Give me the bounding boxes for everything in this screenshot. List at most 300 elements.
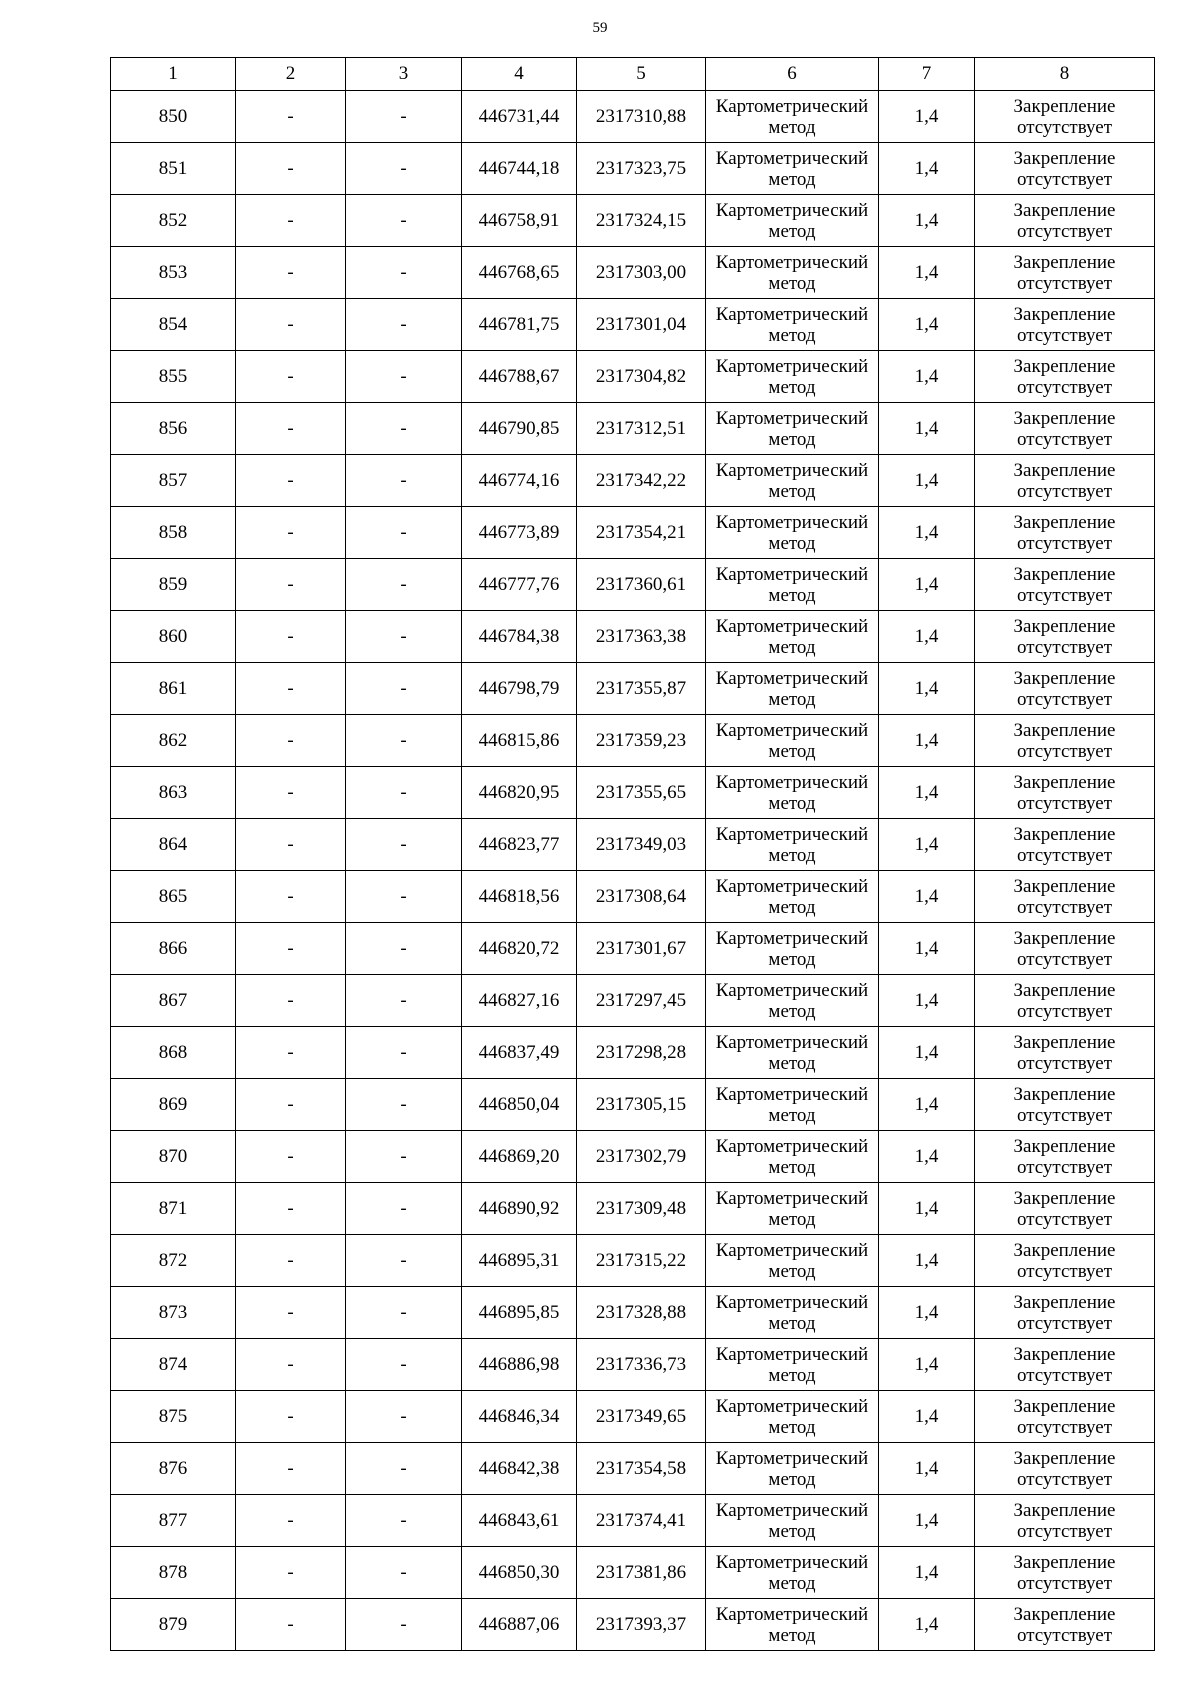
point-number-cell: 873 [111, 1287, 236, 1339]
method-line-1: Картометрический [715, 147, 869, 169]
y-coordinate-cell: 2317354,58 [577, 1443, 706, 1495]
method-line-1: Картометрический [715, 1291, 869, 1313]
method-line-2: метод [768, 1104, 816, 1126]
table-row [111, 559, 1155, 611]
fixation-cell [975, 559, 1155, 611]
table-row [111, 1443, 1155, 1495]
accuracy-cell: 1,4 [879, 1495, 975, 1547]
y-coordinate-cell: 2317303,00 [577, 247, 706, 299]
point-number-cell: 875 [111, 1391, 236, 1443]
column-2-cell: - [236, 923, 346, 975]
method-line-2: метод [768, 1208, 816, 1230]
accuracy-cell: 1,4 [879, 1339, 975, 1391]
column-3-cell: - [346, 507, 462, 559]
fixation-line-2: отсутствует [1016, 688, 1113, 710]
x-coordinate-cell: 446768,65 [462, 247, 577, 299]
method-line-1: Картометрический [715, 407, 869, 429]
point-number-cell: 863 [111, 767, 236, 819]
fixation-line-1: Закрепление [1013, 303, 1116, 325]
fixation-line-2: отсутствует [1016, 948, 1113, 970]
y-coordinate-cell: 2317312,51 [577, 403, 706, 455]
fixation-line-1: Закрепление [1013, 615, 1116, 637]
page-number: 59 [592, 20, 608, 36]
point-number-cell: 858 [111, 507, 236, 559]
method-cell [706, 1131, 879, 1183]
method-cell [706, 1287, 879, 1339]
method-cell [706, 1547, 879, 1599]
method-line-1: Картометрический [715, 1551, 869, 1573]
point-number-cell: 864 [111, 819, 236, 871]
column-2-cell: - [236, 1391, 346, 1443]
fixation-cell [975, 663, 1155, 715]
y-coordinate-cell: 2317315,22 [577, 1235, 706, 1287]
accuracy-cell: 1,4 [879, 1027, 975, 1079]
x-coordinate-cell: 446886,98 [462, 1339, 577, 1391]
column-2-cell: - [236, 767, 346, 819]
fixation-line-1: Закрепление [1013, 1135, 1116, 1157]
column-3-cell: - [346, 1339, 462, 1391]
x-coordinate-cell: 446777,76 [462, 559, 577, 611]
column-2-cell: - [236, 871, 346, 923]
method-cell [706, 1443, 879, 1495]
table-row [111, 1339, 1155, 1391]
fixation-line-2: отсутствует [1016, 428, 1113, 450]
table-row [111, 247, 1155, 299]
x-coordinate-cell: 446827,16 [462, 975, 577, 1027]
method-line-2: метод [768, 1468, 816, 1490]
method-line-1: Картометрический [715, 199, 869, 221]
accuracy-cell: 1,4 [879, 819, 975, 871]
column-3-cell: - [346, 247, 462, 299]
method-cell [706, 507, 879, 559]
x-coordinate-cell: 446850,30 [462, 1547, 577, 1599]
fixation-line-1: Закрепление [1013, 979, 1116, 1001]
y-coordinate-cell: 2317301,04 [577, 299, 706, 351]
fixation-cell [975, 611, 1155, 663]
column-2-cell: - [236, 1287, 346, 1339]
fixation-line-1: Закрепление [1013, 1031, 1116, 1053]
fixation-line-2: отсутствует [1016, 792, 1113, 814]
x-coordinate-cell: 446731,44 [462, 91, 577, 143]
x-coordinate-cell: 446774,16 [462, 455, 577, 507]
fixation-cell [975, 923, 1155, 975]
method-line-2: метод [768, 428, 816, 450]
table-row [111, 455, 1155, 507]
x-coordinate-cell: 446846,34 [462, 1391, 577, 1443]
column-2-cell: - [236, 559, 346, 611]
point-number-cell: 861 [111, 663, 236, 715]
method-line-1: Картометрический [715, 511, 869, 533]
method-line-2: метод [768, 532, 816, 554]
method-cell [706, 871, 879, 923]
y-coordinate-cell: 2317355,65 [577, 767, 706, 819]
column-3-cell: - [346, 143, 462, 195]
y-coordinate-cell: 2317355,87 [577, 663, 706, 715]
y-coordinate-cell: 2317359,23 [577, 715, 706, 767]
x-coordinate-cell: 446798,79 [462, 663, 577, 715]
fixation-line-1: Закрепление [1013, 1499, 1116, 1521]
fixation-cell [975, 975, 1155, 1027]
method-line-1: Картометрический [715, 1083, 869, 1105]
y-coordinate-cell: 2317381,86 [577, 1547, 706, 1599]
column-3-cell: - [346, 767, 462, 819]
x-coordinate-cell: 446744,18 [462, 143, 577, 195]
column-3-cell: - [346, 299, 462, 351]
column-3-cell: - [346, 611, 462, 663]
method-line-2: метод [768, 324, 816, 346]
method-line-2: метод [768, 1416, 816, 1438]
method-line-1: Картометрический [715, 1343, 869, 1365]
y-coordinate-cell: 2317342,22 [577, 455, 706, 507]
fixation-line-1: Закрепление [1013, 355, 1116, 377]
x-coordinate-cell: 446818,56 [462, 871, 577, 923]
point-number-cell: 856 [111, 403, 236, 455]
column-2-cell: - [236, 143, 346, 195]
point-number-cell: 857 [111, 455, 236, 507]
point-number-cell: 852 [111, 195, 236, 247]
column-3-cell: - [346, 1495, 462, 1547]
y-coordinate-cell: 2317360,61 [577, 559, 706, 611]
table-row [111, 1131, 1155, 1183]
point-number-cell: 867 [111, 975, 236, 1027]
method-line-2: метод [768, 688, 816, 710]
y-coordinate-cell: 2317310,88 [577, 91, 706, 143]
point-number-cell: 854 [111, 299, 236, 351]
fixation-line-1: Закрепление [1013, 1447, 1116, 1469]
method-line-2: метод [768, 220, 816, 242]
point-number-cell: 871 [111, 1183, 236, 1235]
column-2-cell: - [236, 299, 346, 351]
y-coordinate-cell: 2317336,73 [577, 1339, 706, 1391]
method-line-1: Картометрический [715, 615, 869, 637]
method-line-2: метод [768, 1260, 816, 1282]
fixation-line-1: Закрепление [1013, 407, 1116, 429]
x-coordinate-cell: 446890,92 [462, 1183, 577, 1235]
fixation-line-2: отсутствует [1016, 1416, 1113, 1438]
point-number-cell: 879 [111, 1599, 236, 1651]
fixation-line-2: отсутствует [1016, 636, 1113, 658]
method-cell [706, 663, 879, 715]
fixation-cell [975, 1547, 1155, 1599]
fixation-cell [975, 1183, 1155, 1235]
point-number-cell: 878 [111, 1547, 236, 1599]
fixation-line-2: отсутствует [1016, 324, 1113, 346]
method-line-2: метод [768, 948, 816, 970]
column-3-cell: - [346, 1391, 462, 1443]
accuracy-cell: 1,4 [879, 559, 975, 611]
y-coordinate-cell: 2317302,79 [577, 1131, 706, 1183]
fixation-line-1: Закрепление [1013, 1083, 1116, 1105]
y-coordinate-cell: 2317301,67 [577, 923, 706, 975]
method-line-1: Картометрический [715, 719, 869, 741]
fixation-cell [975, 767, 1155, 819]
fixation-line-1: Закрепление [1013, 1187, 1116, 1209]
column-2-cell: - [236, 247, 346, 299]
method-cell [706, 195, 879, 247]
fixation-line-1: Закрепление [1013, 719, 1116, 741]
column-header-2: 2 [236, 58, 346, 91]
method-line-1: Картометрический [715, 95, 869, 117]
column-2-cell: - [236, 1599, 346, 1651]
accuracy-cell: 1,4 [879, 871, 975, 923]
fixation-line-2: отсутствует [1016, 1052, 1113, 1074]
column-3-cell: - [346, 871, 462, 923]
method-line-1: Картометрический [715, 355, 869, 377]
fixation-line-1: Закрепление [1013, 927, 1116, 949]
table-row [111, 819, 1155, 871]
method-cell [706, 975, 879, 1027]
fixation-cell [975, 1495, 1155, 1547]
point-number-cell: 868 [111, 1027, 236, 1079]
fixation-cell [975, 143, 1155, 195]
table-row [111, 195, 1155, 247]
fixation-line-2: отсутствует [1016, 896, 1113, 918]
point-number-cell: 876 [111, 1443, 236, 1495]
fixation-cell [975, 455, 1155, 507]
table-header-row [111, 58, 1155, 91]
fixation-line-1: Закрепление [1013, 251, 1116, 273]
method-line-1: Картометрический [715, 1499, 869, 1521]
fixation-line-1: Закрепление [1013, 95, 1116, 117]
x-coordinate-cell: 446895,31 [462, 1235, 577, 1287]
column-2-cell: - [236, 1495, 346, 1547]
point-number-cell: 859 [111, 559, 236, 611]
fixation-line-2: отсутствует [1016, 272, 1113, 294]
point-number-cell: 869 [111, 1079, 236, 1131]
method-line-2: метод [768, 1572, 816, 1594]
column-3-cell: - [346, 195, 462, 247]
accuracy-cell: 1,4 [879, 1443, 975, 1495]
accuracy-cell: 1,4 [879, 1599, 975, 1651]
method-line-1: Картометрический [715, 563, 869, 585]
column-3-cell: - [346, 663, 462, 715]
table-row [111, 1183, 1155, 1235]
method-cell [706, 923, 879, 975]
method-cell [706, 143, 879, 195]
method-line-1: Картометрический [715, 1239, 869, 1261]
method-cell [706, 1027, 879, 1079]
fixation-line-1: Закрепление [1013, 1551, 1116, 1573]
method-cell [706, 715, 879, 767]
fixation-cell [975, 299, 1155, 351]
column-header-6: 6 [706, 58, 879, 91]
fixation-line-2: отсутствует [1016, 844, 1113, 866]
fixation-line-2: отсутствует [1016, 1104, 1113, 1126]
column-3-cell: - [346, 819, 462, 871]
point-number-cell: 865 [111, 871, 236, 923]
accuracy-cell: 1,4 [879, 923, 975, 975]
column-2-cell: - [236, 403, 346, 455]
table-row [111, 1027, 1155, 1079]
column-3-cell: - [346, 1287, 462, 1339]
fixation-line-2: отсутствует [1016, 1364, 1113, 1386]
fixation-line-2: отсутствует [1016, 1572, 1113, 1594]
table-row [111, 767, 1155, 819]
fixation-cell [975, 1235, 1155, 1287]
y-coordinate-cell: 2317393,37 [577, 1599, 706, 1651]
method-cell [706, 1599, 879, 1651]
column-3-cell: - [346, 923, 462, 975]
x-coordinate-cell: 446820,72 [462, 923, 577, 975]
accuracy-cell: 1,4 [879, 195, 975, 247]
table-row [111, 91, 1155, 143]
method-line-1: Картометрический [715, 1447, 869, 1469]
fixation-line-2: отсутствует [1016, 1520, 1113, 1542]
method-line-1: Картометрический [715, 1031, 869, 1053]
fixation-line-2: отсутствует [1016, 532, 1113, 554]
accuracy-cell: 1,4 [879, 663, 975, 715]
fixation-line-1: Закрепление [1013, 823, 1116, 845]
fixation-cell [975, 871, 1155, 923]
method-line-2: метод [768, 1520, 816, 1542]
column-header-5: 5 [577, 58, 706, 91]
fixation-line-2: отсутствует [1016, 584, 1113, 606]
column-2-cell: - [236, 1027, 346, 1079]
point-number-cell: 862 [111, 715, 236, 767]
y-coordinate-cell: 2317298,28 [577, 1027, 706, 1079]
y-coordinate-cell: 2317349,65 [577, 1391, 706, 1443]
accuracy-cell: 1,4 [879, 1183, 975, 1235]
method-cell [706, 819, 879, 871]
method-line-2: метод [768, 792, 816, 814]
point-number-cell: 853 [111, 247, 236, 299]
column-2-cell: - [236, 819, 346, 871]
method-line-1: Картометрический [715, 667, 869, 689]
fixation-cell [975, 1599, 1155, 1651]
accuracy-cell: 1,4 [879, 1391, 975, 1443]
method-line-2: метод [768, 272, 816, 294]
method-cell [706, 1391, 879, 1443]
point-number-cell: 851 [111, 143, 236, 195]
method-cell [706, 559, 879, 611]
column-2-cell: - [236, 1131, 346, 1183]
accuracy-cell: 1,4 [879, 975, 975, 1027]
fixation-line-2: отсутствует [1016, 1208, 1113, 1230]
method-cell [706, 351, 879, 403]
column-3-cell: - [346, 1027, 462, 1079]
y-coordinate-cell: 2317308,64 [577, 871, 706, 923]
x-coordinate-cell: 446820,95 [462, 767, 577, 819]
method-line-1: Картометрический [715, 1395, 869, 1417]
column-3-cell: - [346, 1235, 462, 1287]
table-row [111, 715, 1155, 767]
x-coordinate-cell: 446784,38 [462, 611, 577, 663]
method-line-2: метод [768, 844, 816, 866]
column-2-cell: - [236, 195, 346, 247]
x-coordinate-cell: 446837,49 [462, 1027, 577, 1079]
x-coordinate-cell: 446843,61 [462, 1495, 577, 1547]
fixation-cell [975, 1079, 1155, 1131]
column-3-cell: - [346, 1131, 462, 1183]
method-line-1: Картометрический [715, 1135, 869, 1157]
fixation-cell [975, 403, 1155, 455]
accuracy-cell: 1,4 [879, 1079, 975, 1131]
column-3-cell: - [346, 91, 462, 143]
fixation-line-2: отсутствует [1016, 740, 1113, 762]
column-header-1: 1 [111, 58, 236, 91]
x-coordinate-cell: 446887,06 [462, 1599, 577, 1651]
y-coordinate-cell: 2317363,38 [577, 611, 706, 663]
method-cell [706, 299, 879, 351]
accuracy-cell: 1,4 [879, 767, 975, 819]
table-row [111, 299, 1155, 351]
method-line-1: Картометрический [715, 303, 869, 325]
column-2-cell: - [236, 351, 346, 403]
method-line-1: Картометрический [715, 979, 869, 1001]
y-coordinate-cell: 2317304,82 [577, 351, 706, 403]
accuracy-cell: 1,4 [879, 351, 975, 403]
accuracy-cell: 1,4 [879, 1547, 975, 1599]
table-row [111, 611, 1155, 663]
x-coordinate-cell: 446773,89 [462, 507, 577, 559]
method-line-2: метод [768, 1052, 816, 1074]
y-coordinate-cell: 2317305,15 [577, 1079, 706, 1131]
x-coordinate-cell: 446823,77 [462, 819, 577, 871]
method-cell [706, 455, 879, 507]
column-3-cell: - [346, 455, 462, 507]
column-3-cell: - [346, 351, 462, 403]
accuracy-cell: 1,4 [879, 91, 975, 143]
accuracy-cell: 1,4 [879, 715, 975, 767]
fixation-line-1: Закрепление [1013, 771, 1116, 793]
column-2-cell: - [236, 975, 346, 1027]
table-row [111, 403, 1155, 455]
method-line-1: Картометрический [715, 875, 869, 897]
fixation-cell [975, 195, 1155, 247]
method-line-2: метод [768, 1156, 816, 1178]
fixation-line-2: отсутствует [1016, 220, 1113, 242]
column-header-4: 4 [462, 58, 577, 91]
accuracy-cell: 1,4 [879, 611, 975, 663]
column-3-cell: - [346, 1443, 462, 1495]
column-3-cell: - [346, 975, 462, 1027]
fixation-line-2: отсутствует [1016, 1156, 1113, 1178]
column-2-cell: - [236, 1183, 346, 1235]
column-2-cell: - [236, 715, 346, 767]
fixation-cell [975, 91, 1155, 143]
fixation-line-2: отсутствует [1016, 1312, 1113, 1334]
point-number-cell: 855 [111, 351, 236, 403]
fixation-cell [975, 1339, 1155, 1391]
fixation-line-2: отсутствует [1016, 480, 1113, 502]
method-cell [706, 1235, 879, 1287]
fixation-cell [975, 1027, 1155, 1079]
fixation-line-1: Закрепление [1013, 199, 1116, 221]
fixation-line-1: Закрепление [1013, 667, 1116, 689]
method-line-1: Картометрический [715, 771, 869, 793]
method-line-2: метод [768, 116, 816, 138]
fixation-line-1: Закрепление [1013, 511, 1116, 533]
column-2-cell: - [236, 663, 346, 715]
method-cell [706, 1339, 879, 1391]
fixation-line-2: отсутствует [1016, 1468, 1113, 1490]
fixation-line-1: Закрепление [1013, 1291, 1116, 1313]
column-3-cell: - [346, 559, 462, 611]
y-coordinate-cell: 2317309,48 [577, 1183, 706, 1235]
method-line-2: метод [768, 1364, 816, 1386]
x-coordinate-cell: 446781,75 [462, 299, 577, 351]
column-2-cell: - [236, 91, 346, 143]
method-cell [706, 611, 879, 663]
accuracy-cell: 1,4 [879, 1235, 975, 1287]
method-cell [706, 1079, 879, 1131]
table-row [111, 923, 1155, 975]
fixation-line-1: Закрепление [1013, 1343, 1116, 1365]
column-header-8: 8 [975, 58, 1155, 91]
table-row [111, 1287, 1155, 1339]
table-row [111, 1079, 1155, 1131]
x-coordinate-cell: 446869,20 [462, 1131, 577, 1183]
